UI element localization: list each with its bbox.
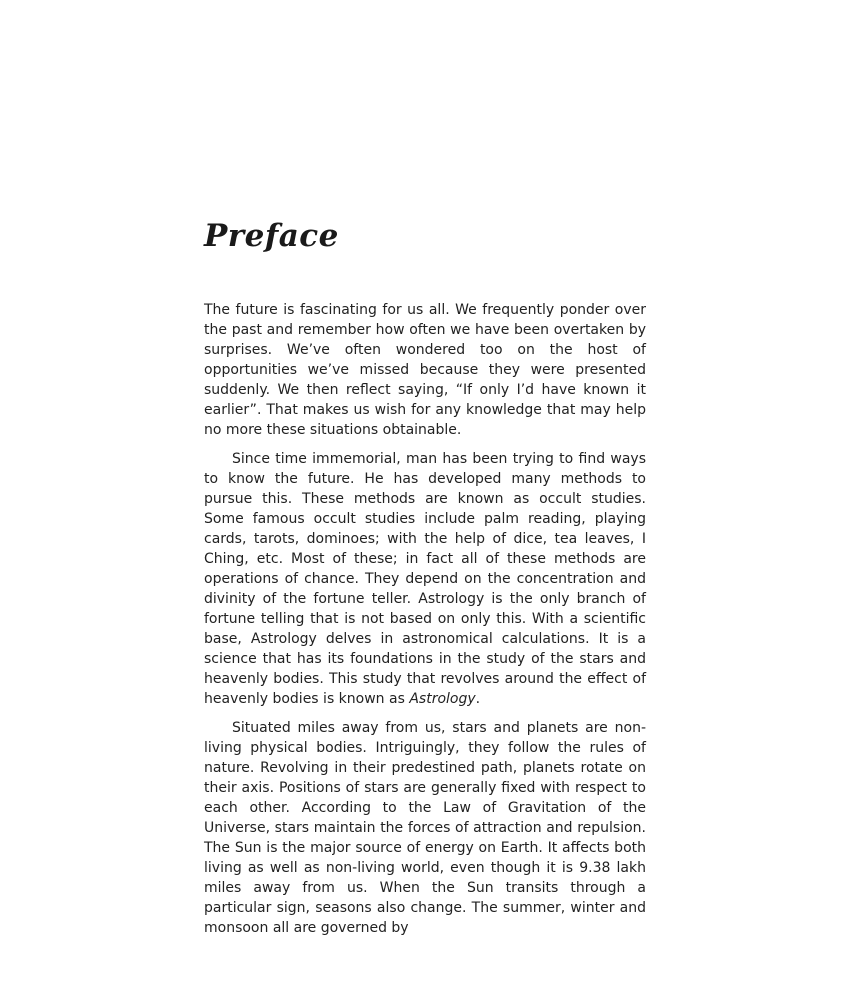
page-title: Preface [204,218,339,254]
paragraph-1 [204,300,646,440]
paragraph-2-text: Since time immemorial, man has been trying to find ways to know the future. He has developed many methods to pursue this. These methods are known as occult studies. Some famous occult studies include palm reading, playing cards, tarots, dominoes; with the help of dice, tea leaves, I Ching, etc. Most of these; in fact all of these methods are operations of chance. They depend on the concentration and divinity of the fortune teller. Astrology is the only branch of fortune telling that is not based on only this. With a scientific base, Astrology delves in astronomical calculations. It is a science that has its foundations in the study of the stars and heavenly bodies. This study that revolves around the effect of heavenly bodies is known as [204,451,646,707]
paragraph-1-text: The future is fascinating for us all. We frequently ponder over the past and remember how often we have been overtaken by surprises. We’ve often wondered too on the host of opportunities we’ve missed because they were presented suddenly. We then reflect saying, “If only I’d have known it earlier”. That makes us wish for any knowledge that may help no more these situations obtainable. [204,302,646,438]
paragraph-3 [204,718,646,938]
astrology-emphasis: Astrology [409,691,476,707]
preface-body [204,300,646,947]
paragraph-2-tail: . [475,691,481,707]
paragraph-2 [204,449,646,709]
paragraph-3-text: Situated miles away from us, stars and planets are non-living physical bodies. Intriguingly, they follow the rules of nature. Revolving in their predestined path, planets rotate on their axis. Positions of stars are generally fixed with respect to each other. According to the Law of Gravitation of the Universe, stars maintain the forces of attraction and repulsion. The Sun is the major source of energy on Earth. It affects both living as well as non-living world, even though it is 9.38 lakh miles away from us. When the Sun transits through a particular sign, seasons also change. The summer, winter and monsoon all are governed by [204,720,646,936]
